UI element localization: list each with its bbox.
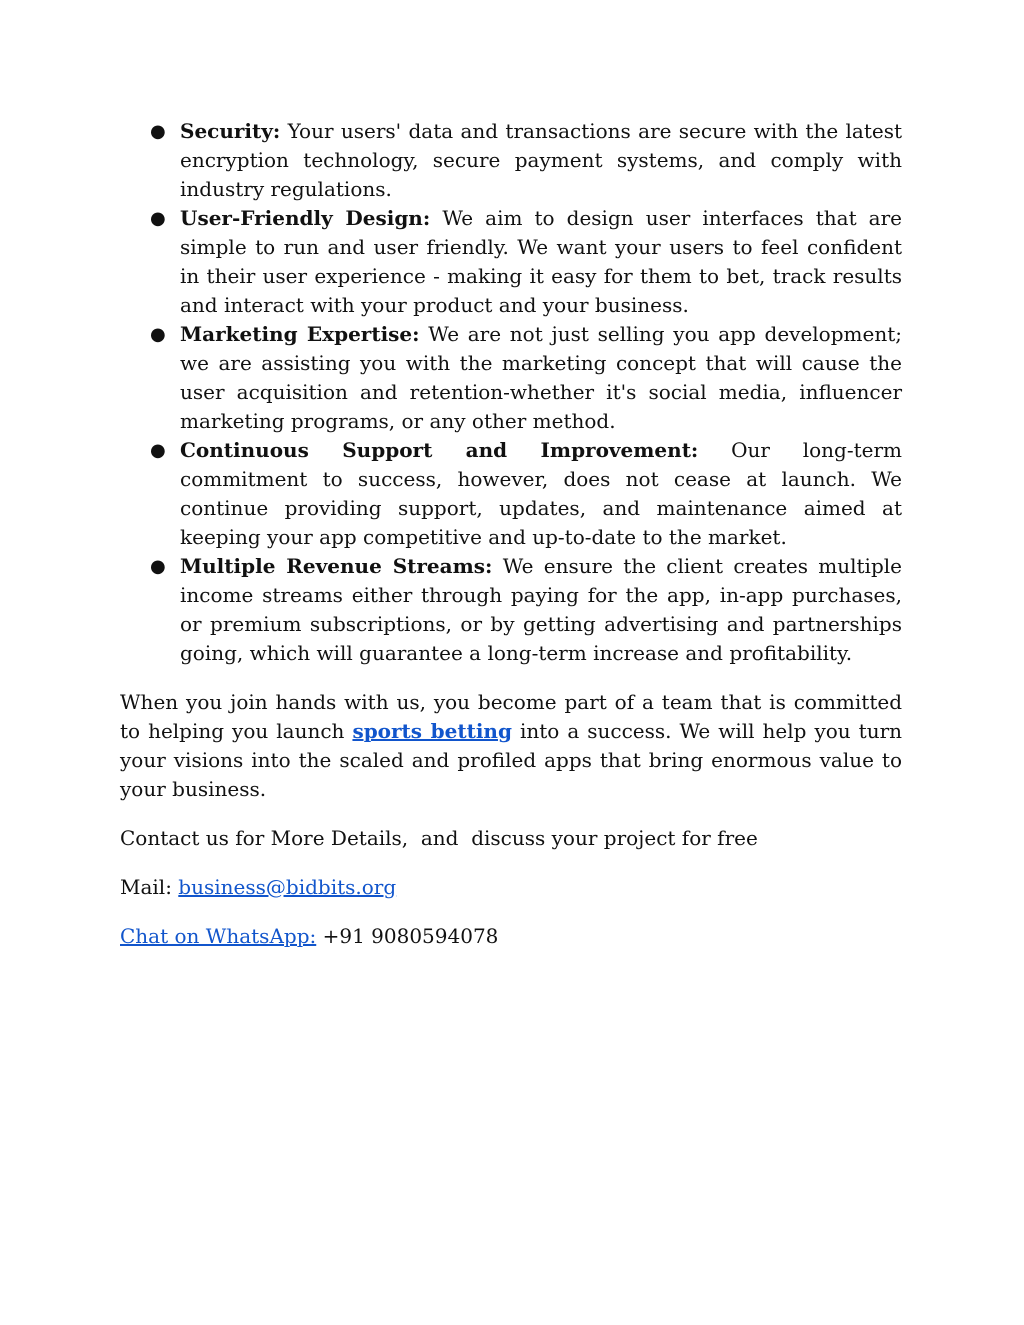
mail-label: Mail: [120, 875, 172, 899]
list-item [150, 320, 902, 436]
feature-term: Multiple Revenue Streams: [180, 554, 493, 578]
bullet-icon: ● [150, 556, 166, 577]
feature-text: Your users' data and transactions are secure with the latest encryption technology, secure payment systems, and comply with industry regulations. [180, 119, 902, 201]
feature-term: Security: [180, 119, 281, 143]
bullet-icon: ● [150, 121, 166, 142]
list-item [150, 552, 902, 668]
contact-intro-text: Contact us for More Details, and discuss your project for free [120, 826, 758, 850]
closing-text-after: into a success. We will help you turn your visions into the scaled and profiled apps that bring enormous value to your business. [120, 719, 903, 801]
list-item [150, 117, 902, 204]
bullet-icon: ● [150, 324, 166, 345]
whatsapp-link[interactable]: Chat on WhatsApp: [120, 924, 317, 948]
email-link[interactable]: business@bidbits.org [178, 875, 397, 899]
whatsapp-line [120, 922, 902, 951]
contact-intro [120, 824, 902, 853]
list-item [150, 204, 903, 320]
feature-text: We ensure the client creates multiple income streams either through paying for the app, in-app purchases, or premium subscriptions, or by getting advertising and partnerships going, which will guarantee a long-term increase and profitability. [180, 554, 902, 665]
feature-term: Marketing Expertise: [180, 322, 420, 346]
bullet-icon: ● [150, 440, 166, 461]
closing-paragraph [120, 688, 902, 804]
feature-text: We are not just selling you app development; we are assisting you with the marketing concept that will cause the user acquisition and retention-whether it's social media, influencer marketing programs, or any other method. [180, 322, 902, 433]
feature-text: Our long-term commitment to success, however, does not cease at launch. We continue providing support, updates, and maintenance aimed at keeping your app competitive and up-to-date to the market. [180, 438, 902, 549]
feature-term: User-Friendly Design: [180, 206, 431, 230]
bullet-icon: ● [150, 208, 166, 229]
list-item [150, 436, 902, 552]
feature-text: We aim to design user interfaces that are simple to run and user friendly. We want your users to feel confident in their user experience - making it easy for them to bet, track results and interact with your product and your business. [180, 206, 903, 317]
document-page [120, 117, 902, 951]
mail-line [120, 873, 902, 902]
sports-betting-link[interactable]: sports betting [352, 719, 512, 743]
closing-text-before: When you join hands with us, you become part of a team that is committed to helping you launch [120, 690, 902, 743]
feature-list [120, 117, 902, 668]
phone-number: +91 9080594078 [322, 924, 499, 948]
feature-term: Continuous Support and Improvement: [180, 438, 699, 462]
